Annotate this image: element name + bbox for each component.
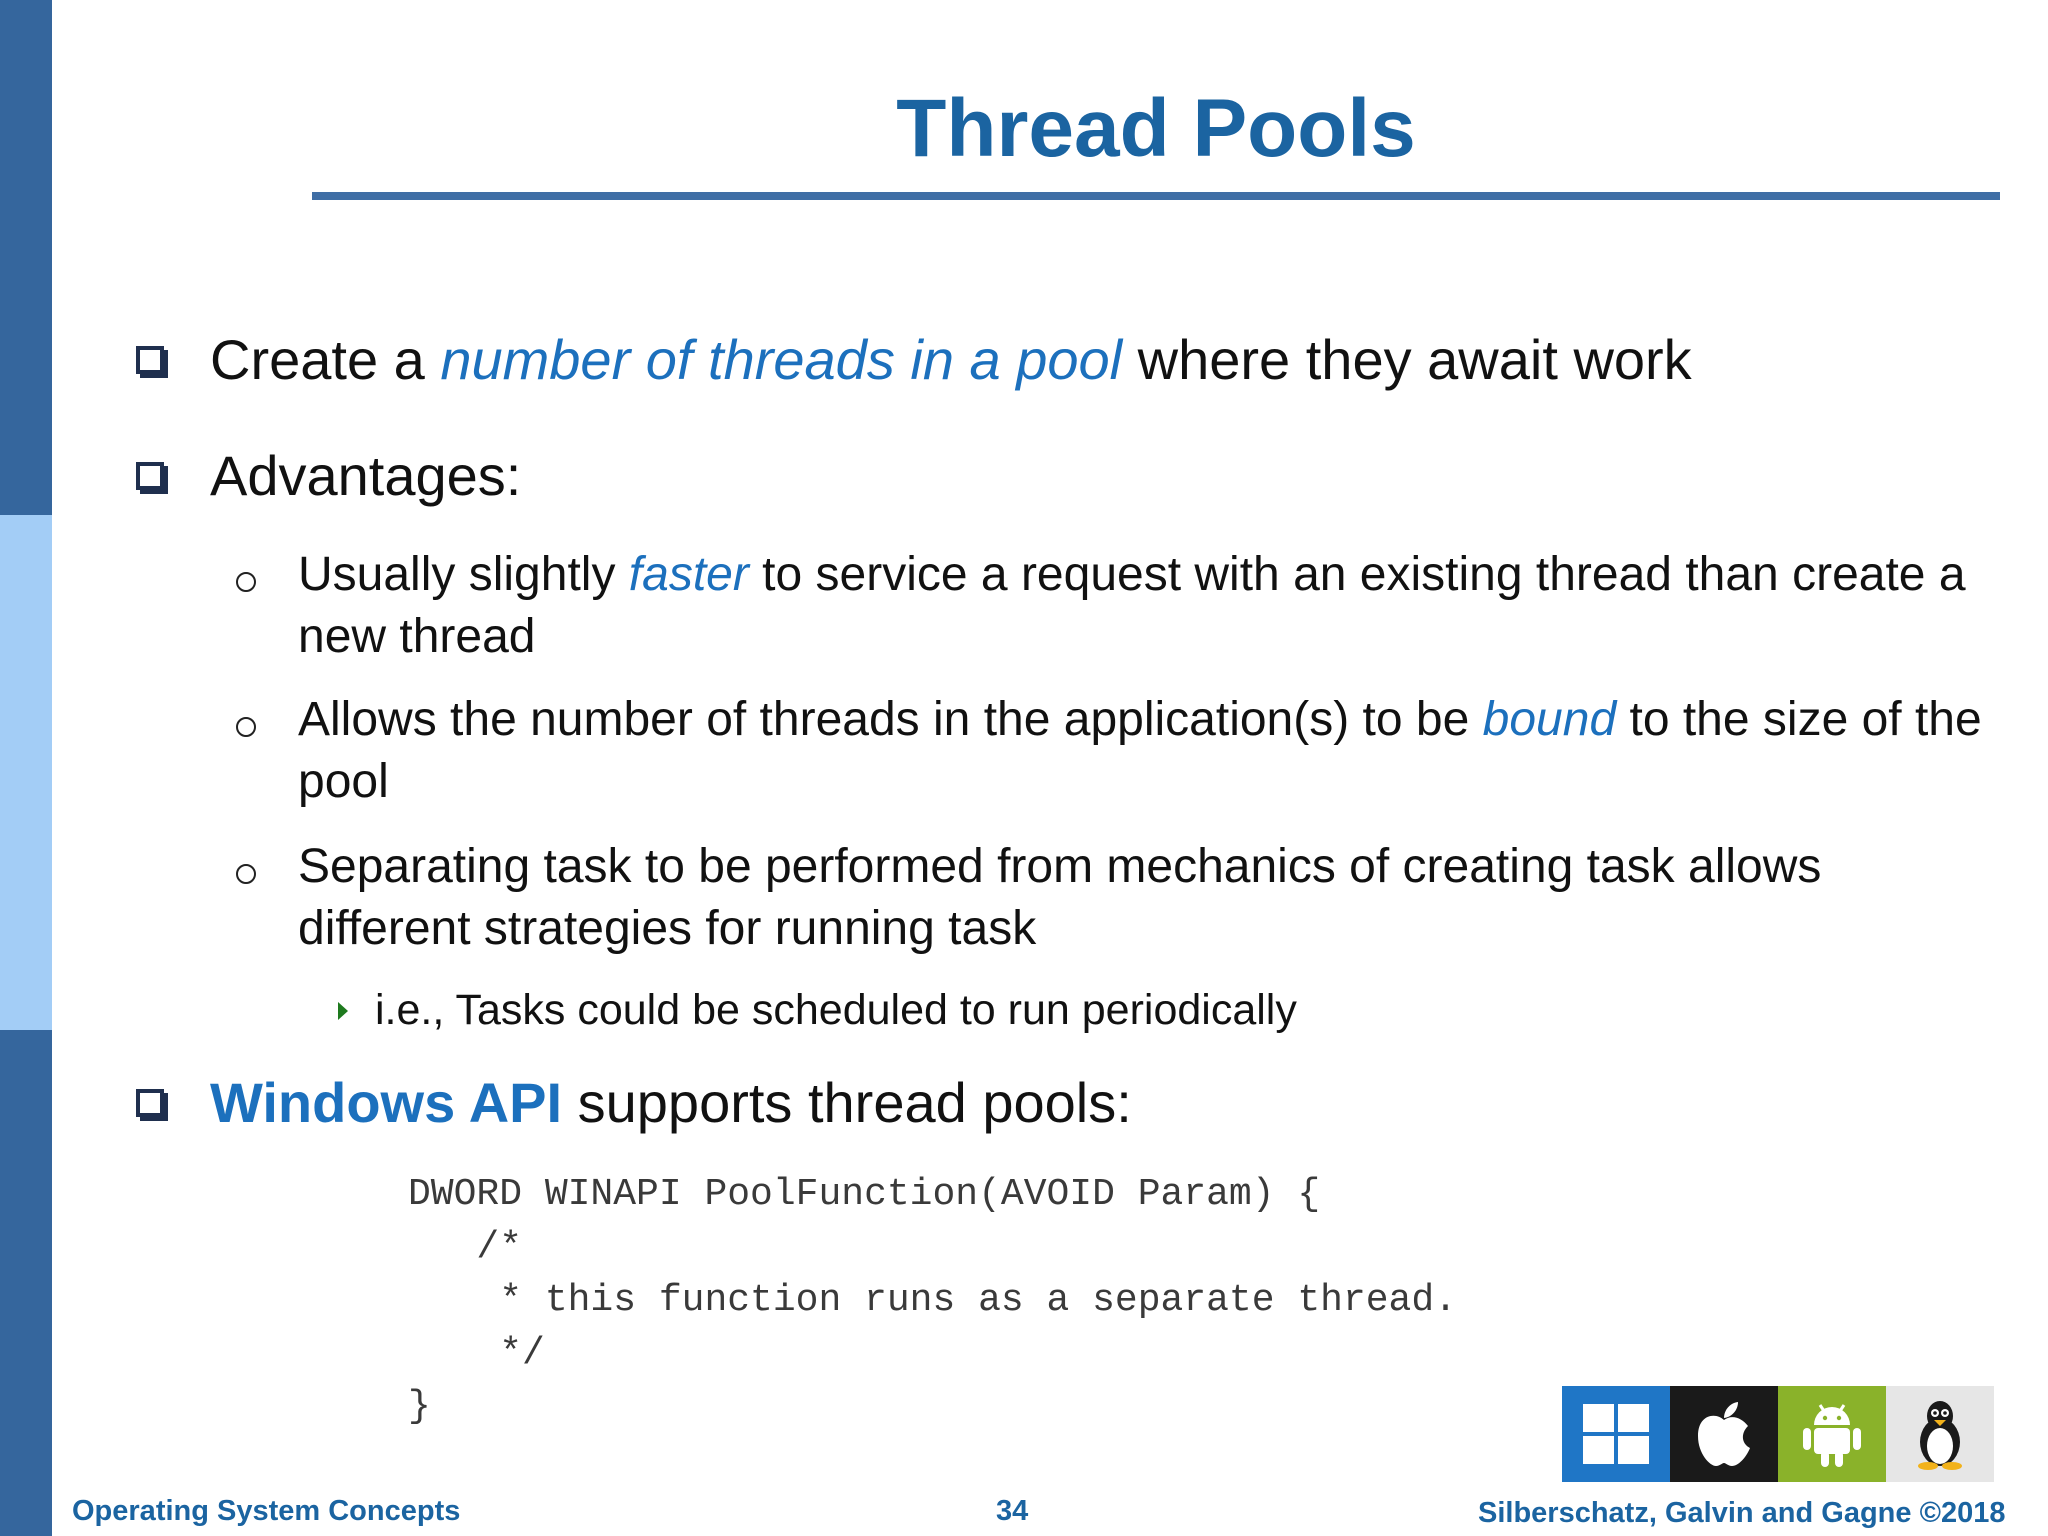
code-block: DWORD WINAPI PoolFunction(AVOID Param) { /* * this function runs as a separate thread. */ } <box>408 1173 1457 1428</box>
sub-bullet-bound-emphasis: bound <box>1482 693 1617 746</box>
android-icon <box>1778 1386 1886 1482</box>
os-icons-strip <box>1562 1386 1994 1482</box>
square-bullet-icon <box>136 1089 164 1117</box>
sub-bullet-separating: Separating task to be performed from mechanics of creating task allows different strategies for running task <box>298 840 1822 955</box>
square-bullet-icon <box>136 462 164 490</box>
sub-bullet-bound-post: to the size of the pool <box>298 693 1982 808</box>
square-bullet-icon <box>136 346 164 374</box>
footer-course-title: Operating System Concepts <box>72 1495 461 1527</box>
bullet-windows-api <box>210 1071 1132 1135</box>
sub-bullet-faster-emphasis: faster <box>628 548 749 601</box>
left-band-top <box>0 0 52 515</box>
circle-bullet-icon <box>236 717 256 737</box>
bullet-create-pool <box>210 328 1692 392</box>
circle-bullet-icon <box>236 864 256 884</box>
sub-bullet-faster-post: to service a request with an existing thread than create a new thread <box>298 548 1966 663</box>
title-underline <box>312 192 2000 200</box>
windows-icon <box>1562 1386 1670 1482</box>
apple-icon <box>1670 1386 1778 1482</box>
footer-copyright: Silberschatz, Galvin and Gagne ©2018 <box>1478 1497 2006 1529</box>
bullet-windows-api-post: supports thread pools: <box>562 1071 1132 1134</box>
bullet-create-pool-pre: Create a <box>210 328 441 391</box>
slide-title: Thread Pools <box>896 83 1416 174</box>
bullet-advantages: Advantages: <box>210 444 522 507</box>
left-band-bottom <box>0 1030 52 1536</box>
sub-sub-bullet-periodic: i.e., Tasks could be scheduled to run periodically <box>375 986 1297 1034</box>
sub-bullet-bound-pre: Allows the number of threads in the application(s) to be <box>298 693 1483 746</box>
bullet-create-pool-post: where they await work <box>1122 328 1692 391</box>
sub-bullet-faster-pre: Usually slightly <box>298 548 629 601</box>
linux-icon <box>1886 1386 1994 1482</box>
left-band-middle <box>0 515 52 1030</box>
bullet-create-pool-emphasis: number of threads in a pool <box>440 328 1123 391</box>
circle-bullet-icon <box>236 572 256 592</box>
bullet-windows-api-emphasis: Windows API <box>210 1071 563 1134</box>
triangle-bullet-icon <box>338 1002 348 1020</box>
footer-page-number: 34 <box>996 1495 1029 1527</box>
sub-bullet-faster <box>298 544 1998 668</box>
sub-bullet-bound <box>298 689 1998 813</box>
